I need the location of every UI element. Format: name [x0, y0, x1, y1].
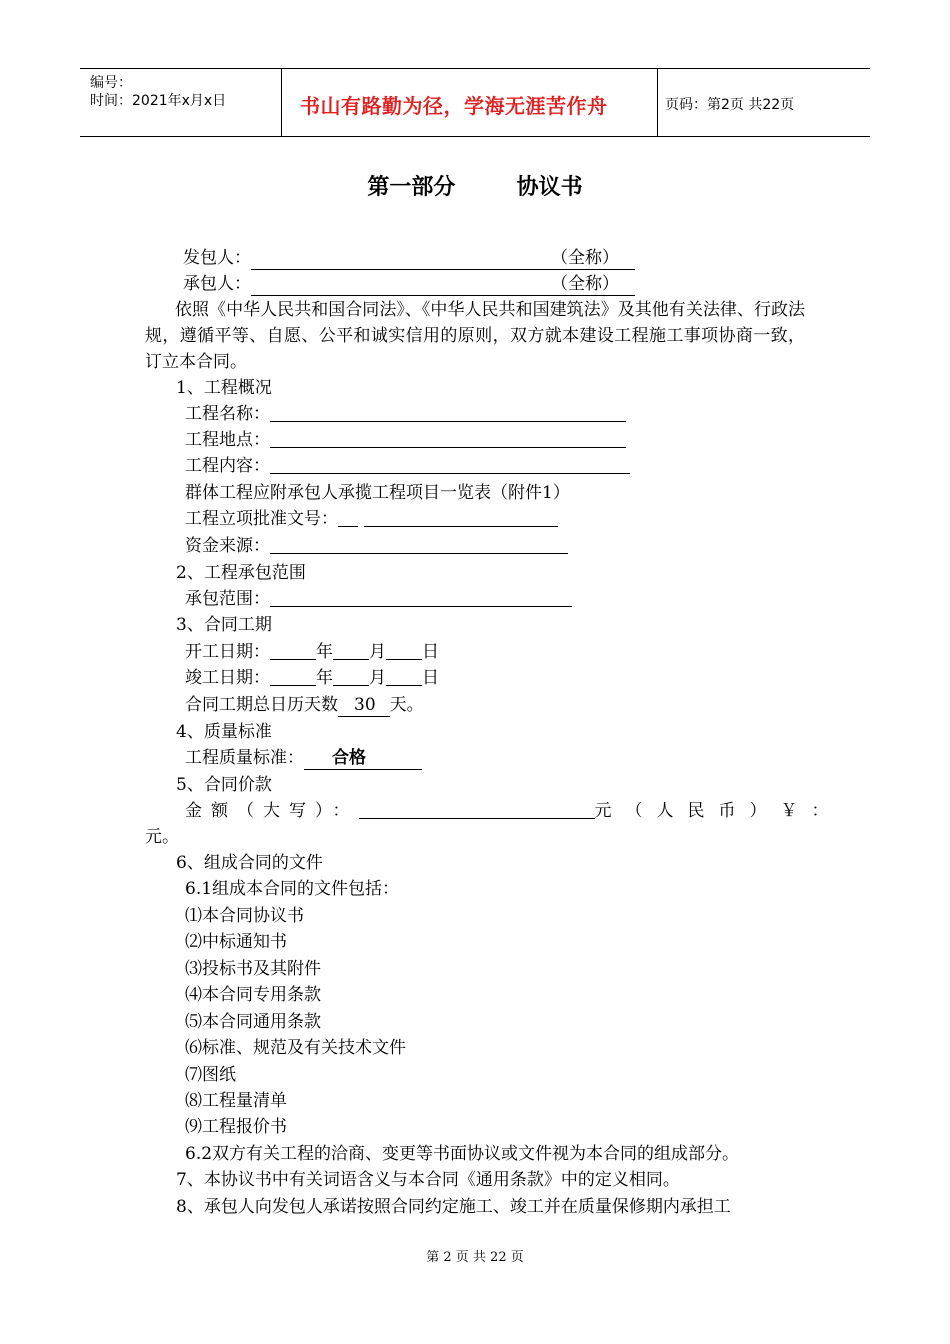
contract-doc-item-1: ⑴本合同协议书	[185, 906, 304, 926]
employer-line	[183, 246, 635, 270]
start-year-field	[270, 641, 316, 660]
quality-standard-value: 合格	[332, 748, 366, 768]
quality-standard-label: 工程质量标准：	[185, 748, 304, 768]
scope-field	[270, 588, 572, 607]
end-year-field	[270, 667, 316, 686]
contract-doc-item-5: ⑸本合同通用条款	[185, 1012, 321, 1032]
header-divider-right	[657, 69, 658, 136]
approval-number-field-2	[364, 508, 558, 527]
contract-doc-item-6: ⑹标准、规范及有关技术文件	[185, 1038, 406, 1058]
end-month-field	[333, 667, 369, 686]
quality-standard-line	[185, 746, 422, 770]
section4-heading: 4、质量标准	[176, 722, 272, 742]
document-date: 时间：2021年x月x日	[90, 93, 227, 109]
contractor-line	[183, 272, 635, 296]
funding-source-label: 资金来源：	[185, 536, 270, 556]
group-project-note: 群体工程应附承包人承揽工程项目一览表（附件1）	[185, 483, 570, 503]
end-year-unit: 年	[316, 668, 333, 688]
start-day-unit: 日	[422, 642, 439, 662]
intro-paragraph: 依照《中华人民共和国合同法》、《中华人民共和国建筑法》及其他有关法律、行政法规，遵循平等、自愿、公平和诚实信用的原则，双方就本建设工程施工事项协商一致，订立本合同。	[145, 300, 805, 372]
start-month-field	[333, 641, 369, 660]
amount-line	[185, 799, 843, 823]
contractor-field	[251, 274, 635, 296]
document-number-label: 编号：	[90, 75, 132, 91]
end-day-unit: 日	[422, 668, 439, 688]
end-date-label: 竣工日期：	[185, 668, 270, 688]
end-month-unit: 月	[369, 668, 386, 688]
funding-source-line	[185, 534, 568, 558]
total-days-field	[338, 695, 390, 717]
header-motto: 书山有路勤为径，学海无涯苦作舟	[300, 94, 608, 118]
amount-yuan-line: 元。	[145, 827, 179, 847]
header-top-rule	[80, 68, 870, 69]
header-bottom-rule	[80, 136, 870, 137]
page-title: 第一部分 协议书	[367, 175, 583, 200]
scope-line	[185, 587, 572, 611]
employer-field	[251, 248, 635, 270]
funding-source-field	[270, 535, 568, 554]
end-day-field	[386, 667, 422, 686]
start-month-unit: 月	[369, 642, 386, 662]
section7: 7、本协议书中有关词语含义与本合同《通用条款》中的定义相同。	[176, 1170, 680, 1190]
project-location-field	[270, 429, 626, 448]
start-year-unit: 年	[316, 642, 333, 662]
contract-doc-item-8: ⑻工程量清单	[185, 1091, 287, 1111]
approval-number-label: 工程立项批准文号：	[185, 509, 338, 529]
contract-doc-item-7: ⑺图纸	[185, 1065, 236, 1085]
employer-label: 发包人：	[183, 248, 251, 268]
project-name-label: 工程名称：	[185, 404, 270, 424]
employer-full-name-note: （全称）	[551, 248, 619, 268]
amount-words-field	[359, 800, 595, 819]
end-date-line	[185, 666, 439, 690]
scope-label: 承包范围：	[185, 589, 270, 609]
project-content-line	[185, 454, 630, 478]
approval-number-field	[338, 508, 358, 527]
contract-doc-item-9: ⑼工程报价书	[185, 1117, 287, 1137]
total-days-value: 30	[354, 695, 376, 715]
quality-standard-field	[304, 748, 422, 770]
section5-heading: 5、合同价款	[176, 775, 272, 795]
start-date-line	[185, 640, 439, 664]
total-days-line	[185, 693, 424, 717]
section2-heading: 2、工程承包范围	[176, 563, 306, 583]
section6-2: 6.2双方有关工程的洽商、变更等书面协议或文件视为本合同的组成部分。	[185, 1144, 740, 1164]
total-days-unit: 天。	[389, 695, 424, 715]
page-footer: 第 2 页 共 22 页	[426, 1250, 524, 1265]
project-location-label: 工程地点：	[185, 430, 270, 450]
contract-doc-item-2: ⑵中标通知书	[185, 932, 287, 952]
project-content-field	[270, 455, 630, 474]
page-code: 页码：第2页 共22页	[665, 97, 795, 113]
section8: 8、承包人向发包人承诺按照合同约定施工、竣工并在质量保修期内承担工	[176, 1197, 731, 1217]
approval-number-line	[185, 507, 558, 531]
section1-heading: 1、工程概况	[176, 378, 272, 398]
amount-label: 金额（大写）：	[185, 801, 359, 821]
section6-1: 6.1组成本合同的文件包括：	[185, 879, 400, 899]
contract-doc-item-4: ⑷本合同专用条款	[185, 985, 321, 1005]
header-divider-left	[281, 69, 282, 136]
project-content-label: 工程内容：	[185, 456, 270, 476]
start-date-label: 开工日期：	[185, 642, 270, 662]
contract-doc-item-3: ⑶投标书及其附件	[185, 959, 321, 979]
project-location-line	[185, 428, 626, 452]
start-day-field	[386, 641, 422, 660]
project-name-line	[185, 402, 626, 426]
contractor-label: 承包人：	[183, 274, 251, 294]
section6-heading: 6、组成合同的文件	[176, 853, 323, 873]
amount-rmb-label: 元（人民币）￥：	[594, 801, 843, 821]
total-days-label: 合同工期总日历天数	[185, 695, 338, 715]
section3-heading: 3、合同工期	[176, 615, 272, 635]
project-name-field	[270, 403, 626, 422]
contractor-full-name-note: （全称）	[551, 274, 619, 294]
